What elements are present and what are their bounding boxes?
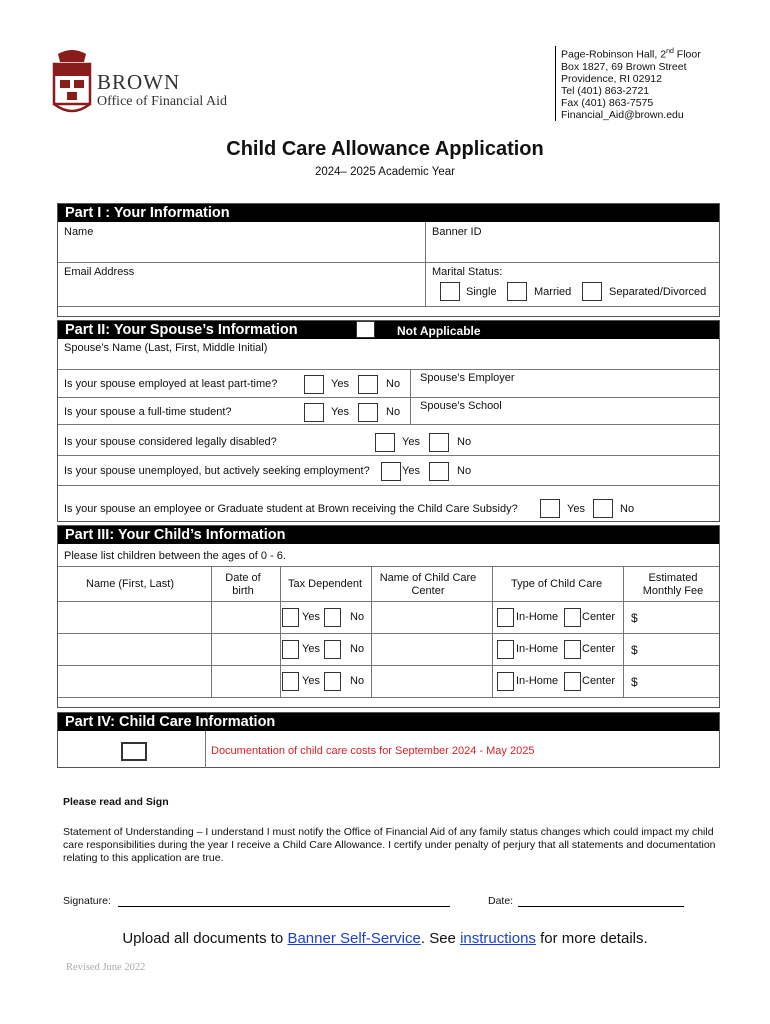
child3-tax-yes-checkbox[interactable] [282, 672, 299, 691]
spouse-name-label: Spouse’s Name (Last, First, Middle Initial) [64, 342, 268, 354]
child2-inhome-checkbox[interactable] [497, 640, 514, 659]
unemployed-yes-label: Yes [402, 465, 420, 477]
employer-label: Spouse’s Employer [420, 372, 515, 384]
documentation-text: Documentation of child care costs for September 2024 - May 2025 [211, 745, 535, 757]
disabled-yes-checkbox[interactable] [375, 433, 395, 452]
separated-checkbox[interactable] [582, 282, 602, 301]
part4-section [57, 712, 720, 768]
floor-suffix: Floor [673, 48, 701, 61]
address-email: Financial_Aid@brown.edu [561, 108, 684, 121]
q-brown-subsidy: Is your spouse an employee or Graduate student at Brown receiving the Child Care Subsidy? [64, 503, 518, 515]
banner-self-service-link[interactable]: Banner Self-Service [287, 930, 421, 947]
child2-inhome-label: In-Home [516, 643, 559, 655]
employed-yes-label: Yes [331, 378, 349, 390]
not-applicable-checkbox[interactable] [356, 321, 375, 338]
student-yes-checkbox[interactable] [304, 403, 324, 422]
instructions-link[interactable]: instructions [460, 930, 536, 947]
logo-name: BROWN [97, 70, 181, 94]
single-label: Single [466, 286, 497, 298]
child2-tax-yes-label: Yes [302, 643, 320, 655]
col-name-header: Name (First, Last) [86, 578, 175, 590]
part3-heading: Part III: Your Child’s Information [58, 526, 719, 544]
child1-inhome-label: In-Home [516, 611, 559, 623]
documentation-checkbox[interactable] [121, 742, 147, 761]
disabled-yes-label: Yes [402, 436, 420, 448]
page-title: Child Care Allowance Application [226, 138, 544, 160]
employed-yes-checkbox[interactable] [304, 375, 324, 394]
child3-inhome-checkbox[interactable] [497, 672, 514, 691]
address-line-3: Providence, RI 02912 [561, 72, 662, 85]
child2-fee-dollar: $ [631, 643, 638, 657]
student-yes-label: Yes [331, 406, 349, 418]
disabled-no-label: No [457, 436, 472, 448]
banner-id-label: Banner ID [432, 226, 482, 238]
brown-no-label: No [620, 503, 635, 515]
logo-subtitle: Office of Financial Aid [97, 94, 227, 109]
child2-tax-yes-checkbox[interactable] [282, 640, 299, 659]
child3-tax-yes-label: Yes [302, 675, 320, 687]
address-tel: Tel (401) 863-2721 [561, 84, 650, 97]
q-employed: Is your spouse employed at least part-time? [64, 378, 278, 390]
signature-label: Signature: [63, 895, 111, 907]
child1-tax-yes-label: Yes [302, 611, 320, 623]
upload-instructions: Upload all documents to Banner Self-Service. See instructions for more details. [122, 930, 648, 947]
unemployed-no-label: No [457, 465, 472, 477]
child1-fee-dollar: $ [631, 611, 638, 625]
part4-heading: Part IV: Child Care Information [58, 713, 719, 731]
brown-yes-checkbox[interactable] [540, 499, 560, 518]
child2-tax-no-checkbox[interactable] [324, 640, 341, 659]
child1-center-label: Center [582, 611, 616, 623]
revised-date: Revised June 2022 [66, 962, 146, 973]
child1-tax-yes-checkbox[interactable] [282, 608, 299, 627]
statement-of-understanding: Statement of Understanding – I understand I must notify the Office of Financial Aid of any family status changes which could impact my child care responsibilities during the year I receive a Child Care Allowance. I certify under penalty of perjury that all statements and documentation relating to this application are true. [63, 826, 716, 864]
signature-line[interactable] [118, 906, 450, 907]
unemployed-no-checkbox[interactable] [429, 462, 449, 481]
child3-tax-no-checkbox[interactable] [324, 672, 341, 691]
unemployed-yes-checkbox[interactable] [381, 462, 401, 481]
date-line[interactable] [518, 906, 684, 907]
email-label: Email Address [64, 266, 135, 278]
date-label: Date: [488, 895, 514, 907]
child1-tax-no-label: No [350, 611, 365, 623]
address-fax: Fax (401) 863-7575 [561, 96, 654, 109]
separated-label: Separated/Divorced [609, 286, 707, 298]
col-fee-header: Estimated Monthly Fee [642, 572, 704, 597]
married-label: Married [534, 286, 572, 298]
child1-center-checkbox[interactable] [564, 608, 581, 627]
not-applicable-label: Not Applicable [397, 324, 481, 338]
q-unemployed: Is your spouse unemployed, but actively seeking employment? [64, 465, 370, 477]
child3-center-checkbox[interactable] [564, 672, 581, 691]
marital-status-label: Marital Status: [432, 266, 503, 278]
child2-center-label: Center [582, 643, 616, 655]
office-address [555, 46, 701, 121]
address-line-1: Page-Robinson Hall, 2 [561, 48, 667, 61]
child3-tax-no-label: No [350, 675, 365, 687]
brown-no-checkbox[interactable] [593, 499, 613, 518]
q-disabled: Is your spouse considered legally disabled? [64, 436, 277, 448]
child2-center-checkbox[interactable] [564, 640, 581, 659]
child1-tax-no-checkbox[interactable] [324, 608, 341, 627]
name-label: Name [64, 226, 94, 238]
col-dob-header: Date of birth [225, 572, 261, 597]
academic-year: 2024– 2025 Academic Year [314, 166, 456, 178]
col-center-header: Name of Child Care Center [379, 572, 477, 597]
brown-yes-label: Yes [567, 503, 585, 515]
children-instructions: Please list children between the ages of 0 - 6. [64, 550, 286, 562]
disabled-no-checkbox[interactable] [429, 433, 449, 452]
employed-no-checkbox[interactable] [358, 375, 378, 394]
student-no-checkbox[interactable] [358, 403, 378, 422]
employed-no-label: No [386, 378, 401, 390]
part1-section [57, 203, 720, 317]
col-tax-header: Tax Dependent [288, 578, 362, 590]
child2-tax-no-label: No [350, 643, 365, 655]
child1-inhome-checkbox[interactable] [497, 608, 514, 627]
part2-heading: Part II: Your Spouse’s Information Not Applicable [58, 321, 719, 339]
student-no-label: No [386, 406, 401, 418]
address-line-2: Box 1827, 69 Brown Street [561, 60, 687, 73]
floor-sup: nd [666, 48, 674, 55]
part2-section [57, 320, 720, 522]
sign-heading: Please read and Sign [63, 796, 169, 808]
child3-center-label: Center [582, 675, 616, 687]
part3-section [57, 525, 720, 708]
brown-shield-logo [52, 48, 92, 118]
child3-fee-dollar: $ [631, 675, 638, 689]
school-label: Spouse’s School [420, 400, 502, 412]
single-checkbox[interactable] [440, 282, 460, 301]
col-type-header: Type of Child Care [511, 578, 603, 590]
child3-inhome-label: In-Home [516, 675, 559, 687]
married-checkbox[interactable] [507, 282, 527, 301]
part1-heading: Part I : Your Information [58, 204, 719, 222]
q-student: Is your spouse a full-time student? [64, 406, 232, 418]
